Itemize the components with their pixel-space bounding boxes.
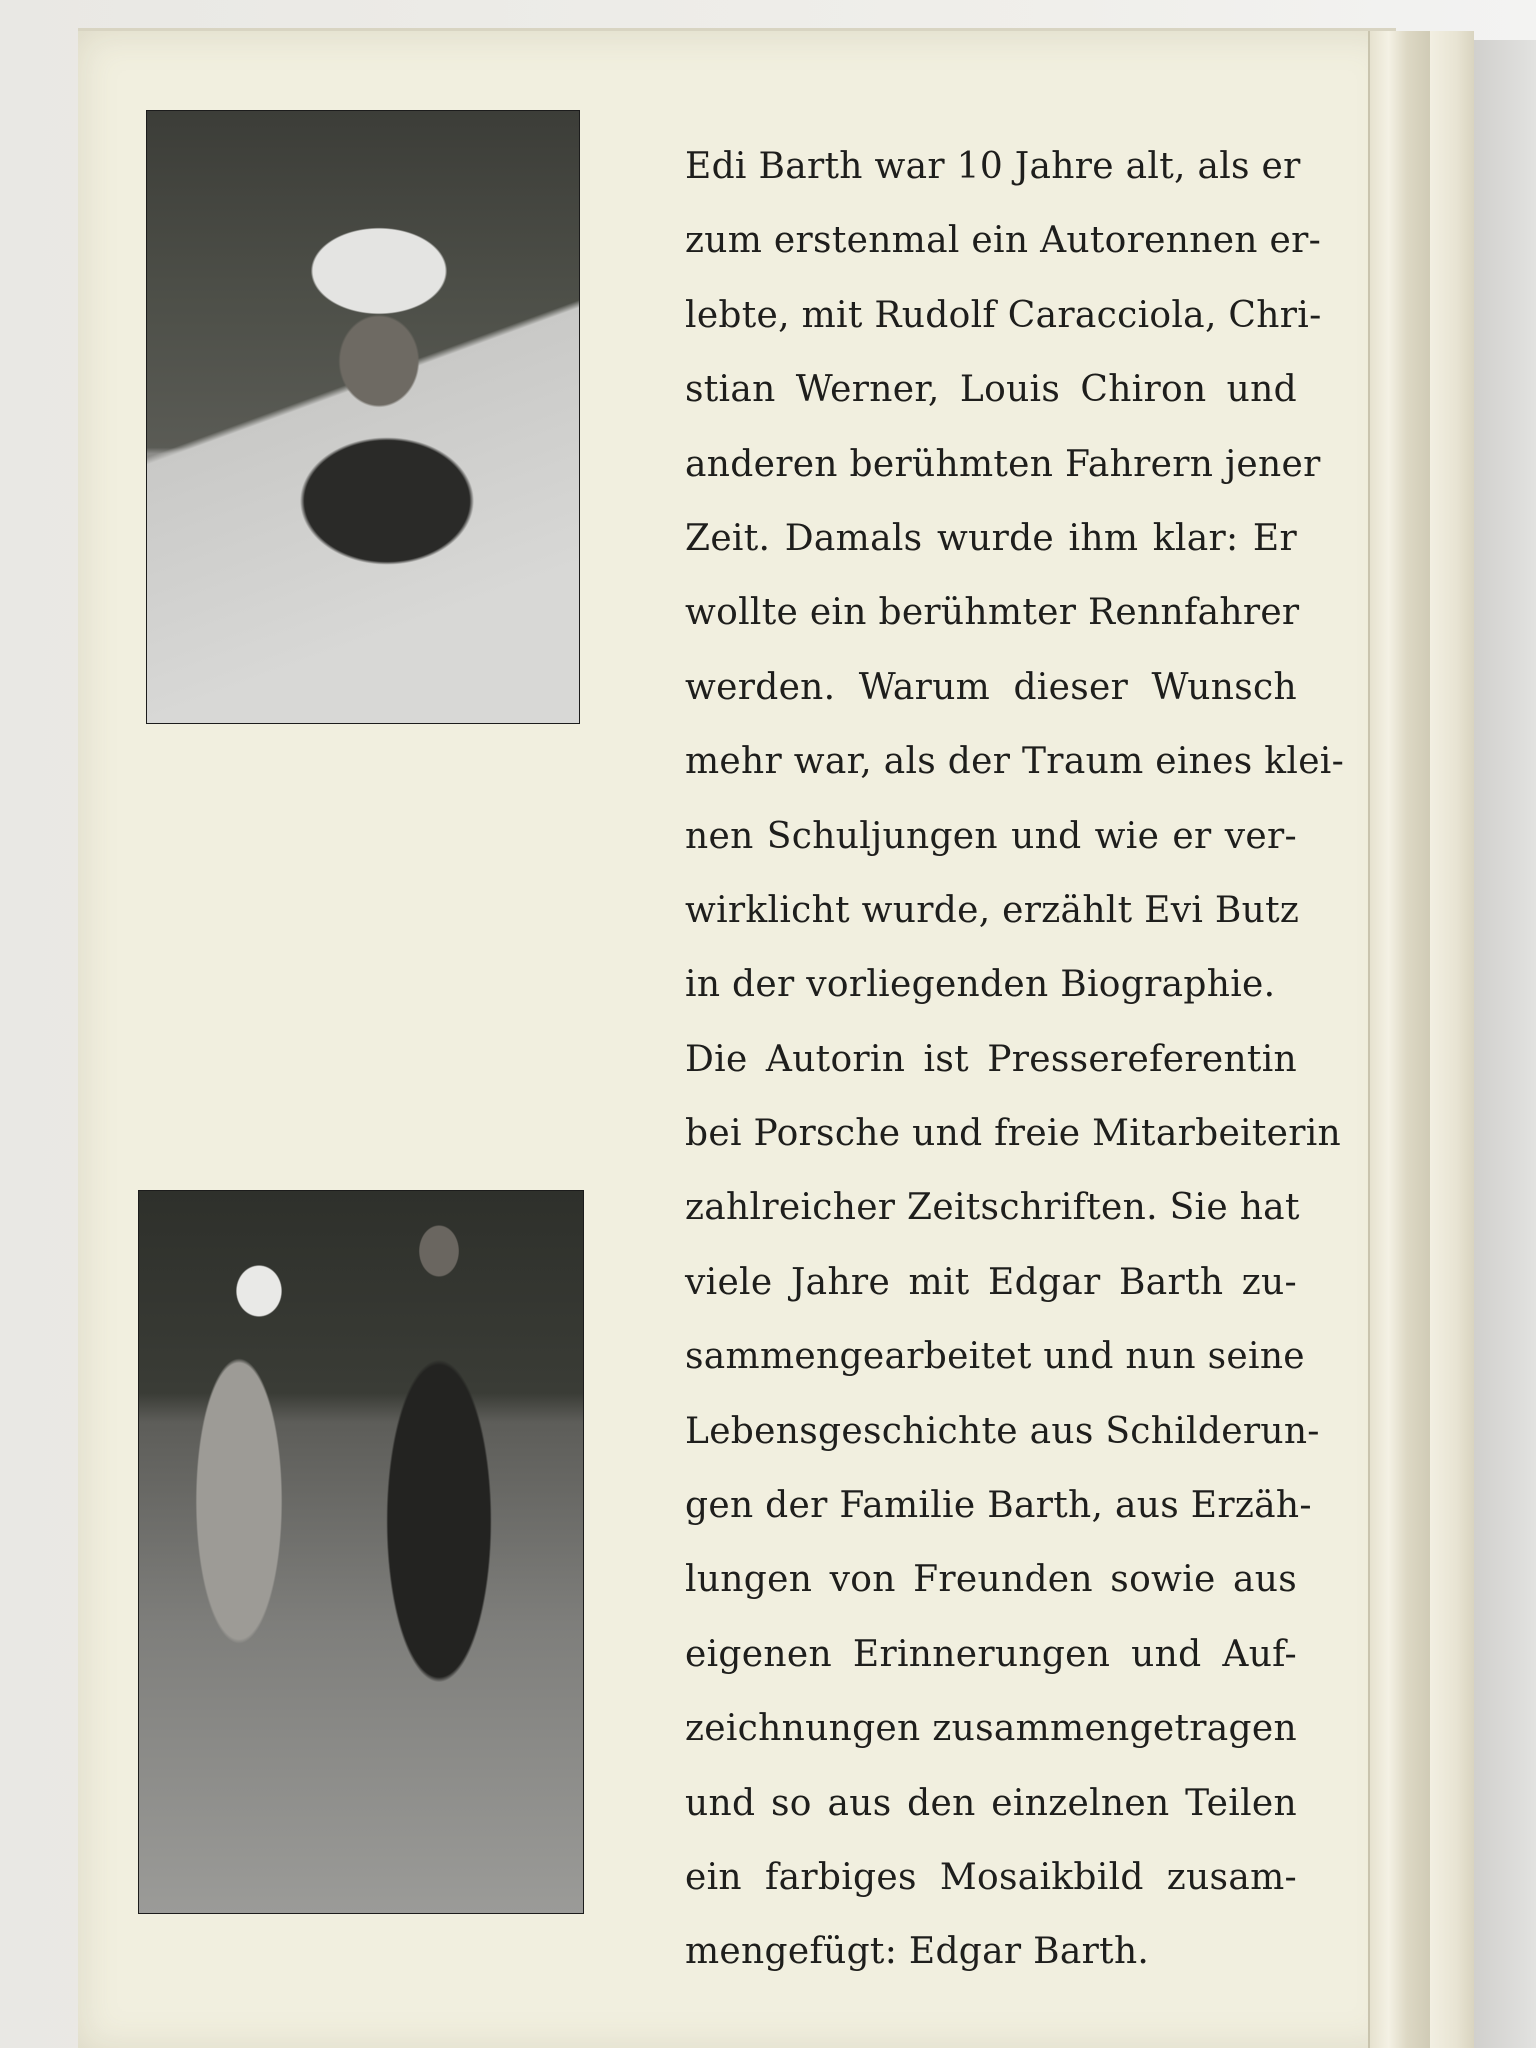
blurb-line: lungen von Freunden sowie aus bbox=[685, 1559, 1297, 1601]
blurb-line: viele Jahre mit Edgar Barth zu- bbox=[685, 1261, 1297, 1303]
blurb-line: stian Werner, Louis Chiron und bbox=[685, 369, 1297, 411]
blurb-line: zeichnungen zusammengetragen bbox=[685, 1708, 1297, 1750]
book-spine bbox=[1368, 31, 1434, 2048]
blurb-line: eigenen Erinnerungen und Auf- bbox=[685, 1633, 1297, 1675]
blurb-line: in der vorliegenden Biographie. bbox=[685, 964, 1276, 1006]
blurb-line: zahlreicher Zeitschriften. Sie hat bbox=[685, 1187, 1300, 1229]
blurb-line: wirklicht wurde, erzählt Evi Butz bbox=[685, 889, 1300, 931]
blurb-line: mehr war, als der Traum eines klei- bbox=[685, 741, 1345, 783]
blurb-line: gen der Familie Barth, aus Erzäh- bbox=[685, 1485, 1312, 1527]
blurb-line: nen Schuljungen und wie er ver- bbox=[685, 815, 1297, 857]
author-with-driver-photo bbox=[138, 1190, 584, 1914]
blurb-line: wollte ein berühmter Rennfahrer bbox=[685, 592, 1300, 634]
blurb-line: lebte, mit Rudolf Caracciola, Chri- bbox=[685, 294, 1322, 336]
blurb-line: Edi Barth war 10 Jahre alt, als er bbox=[685, 146, 1301, 187]
back-cover-blurb bbox=[685, 130, 1345, 1990]
blurb-line: mengefügt: Edgar Barth. bbox=[685, 1931, 1150, 1973]
blurb-line: werden. Warum dieser Wunsch bbox=[685, 666, 1297, 708]
blurb-line: Die Autorin ist Pressereferentin bbox=[685, 1038, 1297, 1080]
blurb-line: anderen berühmten Fahrern jener bbox=[685, 443, 1321, 485]
blurb-line: und so aus den einzelnen Teilen bbox=[685, 1782, 1297, 1824]
racing-driver-photo bbox=[146, 110, 580, 724]
blurb-line: zum erstenmal ein Autorennen er- bbox=[685, 220, 1322, 262]
blurb-line: sammengearbeitet und nun seine bbox=[685, 1336, 1305, 1378]
blurb-line: ein farbiges Mosaikbild zusam- bbox=[685, 1856, 1297, 1898]
blurb-line: Lebensgeschichte aus Schilderun- bbox=[685, 1410, 1320, 1452]
blurb-line: Zeit. Damals wurde ihm klar: Er bbox=[685, 517, 1297, 559]
book-edge bbox=[1430, 31, 1474, 2048]
blurb-line: bei Porsche und freie Mitarbeiterin bbox=[685, 1113, 1342, 1155]
